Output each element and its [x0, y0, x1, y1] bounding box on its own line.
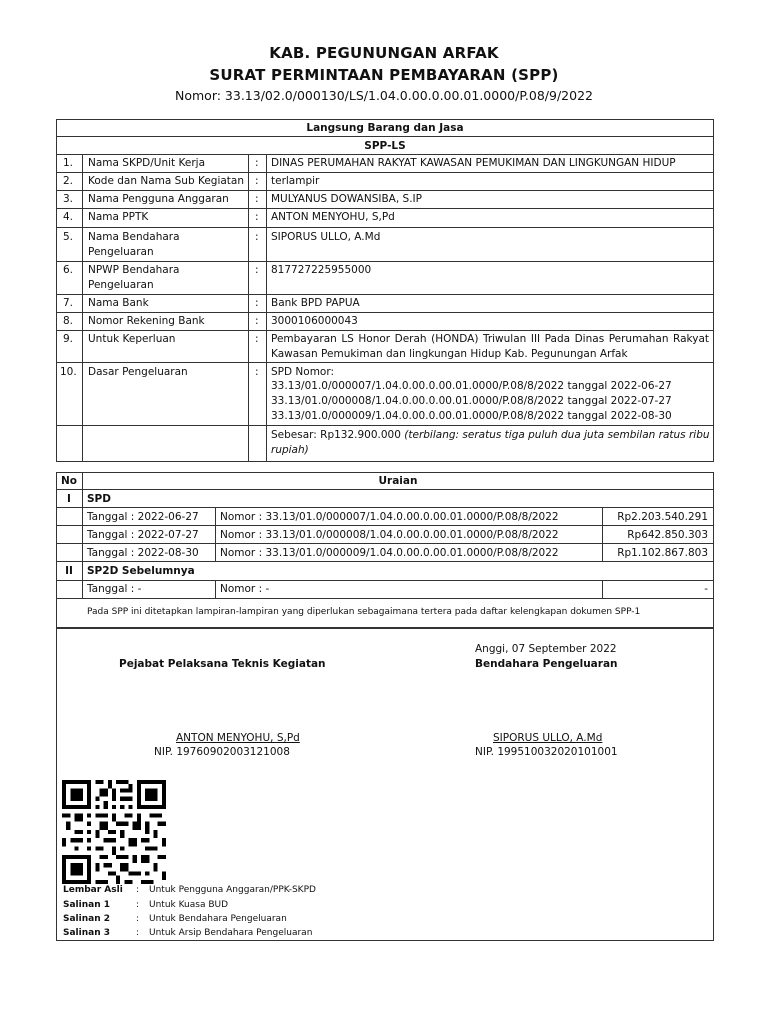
item-sep: : — [255, 231, 259, 243]
item-value: 817727225955000 — [271, 264, 372, 276]
distribution-value: Untuk Arsip Bendahara Pengeluaran — [149, 928, 313, 938]
document-title: SURAT PERMINTAAN PEMBAYARAN (SPP) — [209, 66, 559, 84]
item-value: 3000106000043 — [271, 315, 358, 327]
document-number: Nomor: 33.13/02.0/000130/LS/1.04.0.00.0.00.01.0000/P.08/9/2022 — [175, 88, 593, 103]
item-label: Nama Bendahara Pengeluaran — [88, 231, 180, 258]
right-signer-title: Bendahara Pengeluaran — [475, 658, 618, 670]
section-subtitle: SPP-LS — [364, 140, 406, 152]
left-signer-name: ANTON MENYOHU, S,Pd — [176, 732, 300, 744]
col-no-header: No — [61, 475, 78, 487]
item-value: SIPORUS ULLO, A.Md — [271, 231, 381, 243]
amount-total — [271, 428, 711, 458]
spd-amount: Rp2.203.540.291 — [617, 511, 708, 523]
item-no: 10. — [60, 366, 77, 378]
item-value: DINAS PERUMAHAN RAKYAT KAWASAN PEMUKIMAN DAN LINGKUNGAN HIDUP — [271, 157, 676, 169]
sp2d-amount: - — [704, 583, 708, 595]
distribution-sep: : — [136, 885, 140, 895]
item-no: 9. — [63, 333, 74, 345]
right-signer-nip: NIP. 199510032020101001 — [475, 746, 618, 758]
distribution-sep: : — [136, 900, 140, 910]
amount-in-words: (terbilang: seratus tiga puluh dua juta sembilan ratus ribu rupiah) — [271, 429, 710, 456]
item-value: Bank BPD PAPUA — [271, 297, 360, 309]
spd-amount: Rp1.102.867.803 — [617, 547, 708, 559]
item-no: 3. — [63, 193, 74, 205]
distribution-label: Lembar Asli — [63, 885, 123, 895]
qr-code-icon — [62, 780, 166, 884]
item-label: Untuk Keperluan — [88, 333, 176, 345]
item-sep: : — [255, 297, 259, 309]
item-no: 7. — [63, 297, 74, 309]
item-sep: : — [255, 264, 259, 276]
item-label: Nama Pengguna Anggaran — [88, 193, 229, 205]
spd-tanggal: Tanggal : 2022-08-30 — [87, 547, 199, 559]
attachment-note: Pada SPP ini ditetapkan lampiran-lampiran yang diperlukan sebagaimana tertera pada daftar kelengkapan dokumen SPP-1 — [87, 607, 641, 617]
distribution-label: Salinan 2 — [63, 914, 111, 924]
item-no: 1. — [63, 157, 74, 169]
item-label: Nama Bank — [88, 297, 149, 309]
item-sep: : — [255, 315, 259, 327]
item-sep: : — [255, 193, 259, 205]
left-signer-nip: NIP. 19760902003121008 — [154, 746, 290, 758]
dasar-line: 33.13/01.0/000008/1.04.0.00.0.00.01.0000/P.08/8/2022 tanggal 2022-07-27 — [271, 395, 672, 407]
distribution-sep: : — [136, 928, 140, 938]
section-title: Langsung Barang dan Jasa — [306, 122, 464, 134]
item-value: terlampir — [271, 175, 320, 187]
item-label: Nomor Rekening Bank — [88, 315, 205, 327]
distribution-label: Salinan 1 — [63, 900, 111, 910]
spd-heading: SPD — [87, 493, 111, 505]
spd-tanggal: Tanggal : 2022-06-27 — [87, 511, 199, 523]
section-roman: II — [65, 565, 73, 577]
dasar-line: 33.13/01.0/000009/1.04.0.00.0.00.01.0000/P.08/8/2022 tanggal 2022-08-30 — [271, 410, 672, 422]
item-value: Pembayaran LS Honor Derah (HONDA) Triwulan III Pada Dinas Perumahan Rakyat Kawasan Pemukiman dan lingkungan Hidup Kab. Pegunungan Arfak — [271, 333, 709, 360]
item-sep: : — [255, 157, 259, 169]
distribution-sep: : — [136, 914, 140, 924]
sp2d-heading: SP2D Sebelumnya — [87, 565, 195, 577]
spd-nomor: Nomor : 33.13/01.0/000007/1.04.0.00.0.00.01.0000/P.08/8/2022 — [220, 511, 559, 523]
distribution-label: Salinan 3 — [63, 928, 111, 938]
right-signer-name: SIPORUS ULLO, A.Md — [493, 732, 603, 744]
spd-nomor: Nomor : 33.13/01.0/000009/1.04.0.00.0.00.01.0000/P.08/8/2022 — [220, 547, 559, 559]
item-value: MULYANUS DOWANSIBA, S.IP — [271, 193, 422, 205]
item-no: 5. — [63, 231, 74, 243]
item-no: 6. — [63, 264, 74, 276]
section-roman: I — [67, 493, 71, 505]
sp2d-tanggal: Tanggal : - — [87, 583, 142, 595]
sp2d-nomor: Nomor : - — [220, 583, 270, 595]
item-value: SPD Nomor: — [271, 366, 335, 378]
item-label: Kode dan Nama Sub Kegiatan — [88, 175, 244, 187]
item-label: Nama SKPD/Unit Kerja — [88, 157, 205, 169]
item-no: 4. — [63, 211, 74, 223]
spd-nomor: Nomor : 33.13/01.0/000008/1.04.0.00.0.00.01.0000/P.08/8/2022 — [220, 529, 559, 541]
dasar-line: 33.13/01.0/000007/1.04.0.00.0.00.01.0000/P.08/8/2022 tanggal 2022-06-27 — [271, 380, 672, 392]
item-label: Nama PPTK — [88, 211, 149, 223]
distribution-value: Untuk Bendahara Pengeluaran — [149, 914, 287, 924]
left-signer-title: Pejabat Pelaksana Teknis Kegiatan — [119, 658, 326, 670]
item-value: ANTON MENYOHU, S,Pd — [271, 211, 395, 223]
distribution-value: Untuk Kuasa BUD — [149, 900, 229, 910]
item-no: 8. — [63, 315, 74, 327]
item-label: Dasar Pengeluaran — [88, 366, 188, 378]
regency-title: KAB. PEGUNUNGAN ARFAK — [269, 44, 499, 62]
spd-tanggal: Tanggal : 2022-07-27 — [87, 529, 199, 541]
item-label: NPWP Bendahara Pengeluaran — [88, 264, 180, 291]
place-date: Anggi, 07 September 2022 — [475, 643, 617, 655]
distribution-value: Untuk Pengguna Anggaran/PPK-SKPD — [149, 885, 316, 895]
item-sep: : — [255, 333, 259, 345]
item-sep: : — [255, 175, 259, 187]
item-sep: : — [255, 211, 259, 223]
item-no: 2. — [63, 175, 74, 187]
spd-amount: Rp642.850.303 — [627, 529, 708, 541]
amount-label: Sebesar: Rp132.900.000 — [271, 429, 401, 441]
col-uraian-header: Uraian — [378, 475, 418, 487]
item-sep: : — [255, 366, 259, 378]
